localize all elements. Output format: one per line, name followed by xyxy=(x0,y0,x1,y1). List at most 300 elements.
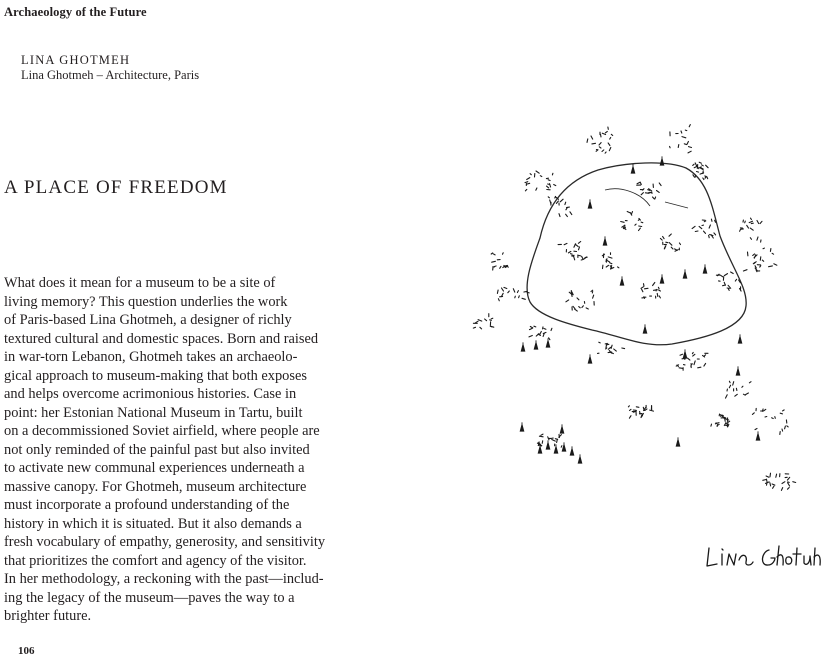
tree-stroke xyxy=(628,406,629,407)
tree-stroke xyxy=(480,327,482,329)
tree-stroke xyxy=(639,226,642,227)
tree-stroke xyxy=(478,320,482,322)
body-line: that prioritizes the comfort and agency of the visitor. xyxy=(4,552,307,569)
tree-stroke xyxy=(788,482,790,483)
tree-stroke xyxy=(599,147,601,148)
tree-stroke xyxy=(684,144,687,145)
person-figure xyxy=(560,425,563,433)
person-figure xyxy=(643,325,646,333)
author-block xyxy=(21,53,199,83)
tree-stroke xyxy=(699,162,701,163)
tree-stroke xyxy=(541,434,543,435)
tree-stroke xyxy=(621,222,624,223)
tree-stroke xyxy=(551,328,552,330)
tree-stroke xyxy=(640,182,641,184)
tree-stroke xyxy=(561,446,562,448)
tree-stroke xyxy=(611,134,612,135)
tree-stroke xyxy=(527,183,530,184)
tree-stroke xyxy=(556,201,558,203)
body-line: in war-torn Lebanon, Ghotmeh takes an archaeolo- xyxy=(4,349,298,365)
tree-stroke xyxy=(660,238,662,240)
tree-stroke xyxy=(530,328,533,329)
body-line: In her methodology, a reckoning with the past—includ- xyxy=(4,571,324,587)
body-line: ing the legacy of the museum—paves the way to a xyxy=(4,589,295,606)
tree-stroke xyxy=(547,186,549,188)
tree-stroke xyxy=(610,138,611,140)
tree-stroke xyxy=(689,125,690,127)
tree-stroke xyxy=(751,218,752,219)
tree-stroke xyxy=(711,219,712,221)
tree-stroke xyxy=(548,197,549,198)
tree-stroke xyxy=(536,188,537,190)
tree-stroke xyxy=(599,143,601,145)
tree-stroke xyxy=(766,476,769,477)
tree-stroke xyxy=(773,486,774,488)
tree-stroke xyxy=(524,291,527,292)
tree-stroke xyxy=(659,290,661,291)
tree-stroke xyxy=(548,184,550,185)
tree-stroke xyxy=(536,171,539,173)
tree-stroke xyxy=(591,136,593,139)
tree-stroke xyxy=(702,165,704,166)
person-figure xyxy=(738,335,741,343)
tree-stroke xyxy=(752,413,754,415)
tree-stroke xyxy=(694,361,695,365)
person-figure xyxy=(570,447,573,455)
tree-stroke xyxy=(762,409,763,411)
body-line: point: her Estonian National Museum in Tartu, built xyxy=(4,404,303,421)
tree-stroke xyxy=(736,388,737,390)
tree-stroke xyxy=(707,177,708,179)
page-number: 106 xyxy=(18,645,35,657)
tree-stroke xyxy=(687,142,688,145)
tree-stroke xyxy=(637,182,640,184)
tree-stroke xyxy=(681,131,682,133)
person-figure xyxy=(683,350,686,358)
person-figure xyxy=(631,165,634,173)
canopy-outline xyxy=(527,163,746,345)
tree-stroke xyxy=(697,172,699,173)
tree-stroke xyxy=(614,349,617,351)
tree-stroke xyxy=(582,306,584,308)
tree-stroke xyxy=(608,257,612,258)
tree-stroke xyxy=(760,266,761,267)
tree-stroke xyxy=(762,260,763,261)
tree-stroke xyxy=(571,254,573,255)
tree-stroke xyxy=(787,426,788,427)
tree-stroke xyxy=(567,207,570,208)
tree-stroke xyxy=(709,225,710,228)
tree-stroke xyxy=(657,191,660,193)
tree-stroke xyxy=(592,143,596,144)
tree-stroke xyxy=(491,318,493,319)
tree-stroke xyxy=(750,238,751,240)
tree-stroke xyxy=(728,289,729,290)
tree-stroke xyxy=(729,385,730,388)
tree-stroke xyxy=(763,248,764,249)
tree-stroke xyxy=(694,166,697,168)
tree-stroke xyxy=(577,298,579,300)
tree-stroke xyxy=(659,296,660,298)
tree-stroke xyxy=(644,284,645,287)
tree-stroke xyxy=(757,221,759,224)
canopy-inner-line xyxy=(605,189,650,206)
tree-stroke xyxy=(772,253,774,254)
body-line: on a decommissioned Soviet airfield, where people are xyxy=(4,423,320,439)
tree-stroke xyxy=(622,348,625,349)
tree-stroke xyxy=(579,247,580,250)
tree-stroke xyxy=(544,329,546,330)
tree-stroke xyxy=(554,185,556,186)
tree-stroke xyxy=(760,221,762,223)
tree-stroke xyxy=(785,426,786,429)
tree-stroke xyxy=(711,424,712,426)
tree-stroke xyxy=(606,348,607,349)
tree-stroke xyxy=(682,137,686,138)
tree-stroke xyxy=(648,190,650,191)
body-line: of Paris-based Lina Ghotmeh, a designer of richly xyxy=(4,312,292,328)
tree-stroke xyxy=(522,298,525,299)
tree-stroke xyxy=(745,221,746,223)
tree-stroke xyxy=(502,288,504,291)
tree-stroke xyxy=(783,410,785,411)
tree-stroke xyxy=(490,320,492,321)
tree-stroke xyxy=(564,243,567,244)
tree-stroke xyxy=(724,274,727,276)
tree-stroke xyxy=(629,416,631,419)
tree-stroke xyxy=(525,182,528,183)
tree-stroke xyxy=(534,326,536,327)
tree-stroke xyxy=(695,231,698,232)
tree-stroke xyxy=(490,326,494,327)
tree-stroke xyxy=(497,290,498,293)
tree-stroke xyxy=(476,321,479,323)
tree-stroke xyxy=(760,257,761,260)
person-figure xyxy=(660,275,663,283)
tree-stroke xyxy=(566,300,569,302)
tree-stroke xyxy=(776,474,777,477)
tree-stroke xyxy=(513,289,515,292)
tree-stroke xyxy=(605,132,607,133)
tree-stroke xyxy=(608,347,610,349)
person-figure xyxy=(534,341,537,349)
tree-stroke xyxy=(555,196,556,198)
tree-stroke xyxy=(664,247,665,249)
tree-stroke xyxy=(560,199,563,202)
tree-stroke xyxy=(757,237,758,240)
tree-stroke xyxy=(641,222,643,223)
tree-stroke xyxy=(765,417,767,418)
tree-stroke xyxy=(770,473,771,477)
tree-stroke xyxy=(515,296,516,298)
tree-stroke xyxy=(770,249,771,252)
tree-stroke xyxy=(726,419,729,420)
body-line: history in which it is situated. But it also demands a xyxy=(4,515,302,532)
tree-stroke xyxy=(610,352,613,354)
tree-stroke xyxy=(753,254,755,256)
body-line: gical approach to museum-making that both exposes xyxy=(4,367,307,384)
tree-stroke xyxy=(498,299,499,301)
tree-stroke xyxy=(548,180,550,181)
tree-stroke xyxy=(599,342,600,343)
tree-stroke xyxy=(618,267,619,268)
person-figure xyxy=(683,270,686,278)
person-figure xyxy=(588,355,591,363)
tree-stroke xyxy=(678,145,679,148)
tree-stroke xyxy=(735,279,736,281)
tree-stroke xyxy=(782,482,785,484)
tree-stroke xyxy=(525,189,526,191)
tree-stroke xyxy=(704,221,706,222)
tree-stroke xyxy=(733,382,734,385)
person-figure xyxy=(520,423,523,431)
tree-stroke xyxy=(539,436,543,437)
tree-stroke xyxy=(607,344,609,345)
tree-stroke xyxy=(540,176,542,177)
tree-stroke xyxy=(754,262,756,264)
tree-stroke xyxy=(658,287,659,288)
tree-stroke xyxy=(491,253,493,254)
person-figure xyxy=(546,339,549,347)
tree-stroke xyxy=(611,345,612,348)
tree-stroke xyxy=(639,228,641,231)
tree-stroke xyxy=(688,358,690,360)
tree-stroke xyxy=(714,233,716,235)
tree-stroke xyxy=(485,319,487,321)
tree-stroke xyxy=(726,395,728,398)
person-figure xyxy=(703,265,706,273)
tree-stroke xyxy=(772,418,774,419)
tree-stroke xyxy=(780,413,782,414)
tree-stroke xyxy=(635,224,636,225)
sketch-illustration xyxy=(440,110,829,510)
tree-stroke xyxy=(693,354,695,356)
tree-stroke xyxy=(630,409,632,410)
tree-stroke xyxy=(542,441,543,444)
tree-stroke xyxy=(721,275,723,276)
tree-stroke xyxy=(743,394,745,395)
tree-stroke xyxy=(693,175,695,177)
signature xyxy=(703,538,829,578)
body-line: not only reminded of the painful past but also invited xyxy=(4,441,310,458)
tree-stroke xyxy=(709,235,710,237)
tree-stroke xyxy=(640,411,641,414)
tree-stroke xyxy=(587,139,588,143)
tree-stroke xyxy=(772,484,775,485)
tree-stroke xyxy=(699,226,702,228)
person-figure xyxy=(660,157,663,165)
tree-stroke xyxy=(607,260,610,262)
tree-stroke xyxy=(679,243,680,245)
author-affiliation: Lina Ghotmeh – Architecture, Paris xyxy=(21,68,200,82)
person-figure xyxy=(676,438,679,446)
person-figure xyxy=(756,432,759,440)
person-figure xyxy=(562,443,565,451)
tree-stroke xyxy=(492,261,496,262)
tree-stroke xyxy=(593,295,594,298)
tree-stroke xyxy=(540,332,542,335)
tree-stroke xyxy=(692,352,693,353)
tree-stroke xyxy=(698,367,701,368)
person-figure xyxy=(546,441,549,449)
tree-stroke xyxy=(586,308,588,309)
tree-stroke xyxy=(608,143,610,146)
tree-stroke xyxy=(666,242,668,243)
tree-stroke xyxy=(767,482,768,485)
running-head: Archaeology of the Future xyxy=(4,5,147,19)
tree-stroke xyxy=(689,147,692,148)
tree-stroke xyxy=(788,488,790,490)
tree-stroke xyxy=(788,483,790,486)
tree-stroke xyxy=(659,183,661,186)
tree-stroke xyxy=(671,247,673,249)
tree-stroke xyxy=(747,225,749,228)
tree-stroke xyxy=(638,219,639,220)
tree-stroke xyxy=(602,133,605,134)
tree-stroke xyxy=(669,234,671,236)
tree-stroke xyxy=(530,174,531,175)
article-body xyxy=(4,274,364,626)
tree-stroke xyxy=(750,228,753,230)
tree-stroke xyxy=(609,148,611,151)
body-line: brighter future. xyxy=(4,608,92,624)
article-title: A PLACE OF FREEDOM xyxy=(4,177,228,198)
tree-stroke xyxy=(473,327,475,328)
tree-stroke xyxy=(740,229,741,231)
tree-stroke xyxy=(568,251,571,253)
tree-stroke xyxy=(596,150,597,151)
tree-stroke xyxy=(703,178,704,180)
tree-stroke xyxy=(552,440,556,442)
tree-stroke xyxy=(549,338,550,340)
tree-stroke xyxy=(552,173,553,175)
tree-stroke xyxy=(565,202,566,204)
tree-stroke xyxy=(775,417,776,419)
tree-stroke xyxy=(691,365,692,367)
tree-stroke xyxy=(517,291,518,293)
tree-stroke xyxy=(770,483,771,486)
tree-stroke xyxy=(723,285,726,286)
tree-stroke xyxy=(582,256,584,259)
body-line: living memory? This question underlies the work xyxy=(4,293,288,310)
tree-stroke xyxy=(746,393,749,395)
tree-stroke xyxy=(605,152,606,153)
body-line: What does it mean for a museum to be a site of xyxy=(4,275,276,291)
person-figure xyxy=(521,343,524,351)
tree-stroke xyxy=(636,407,639,408)
tree-stroke xyxy=(559,214,560,217)
tree-stroke xyxy=(793,482,796,483)
person-figure xyxy=(620,277,623,285)
tree-stroke xyxy=(764,409,766,411)
tree-stroke xyxy=(706,165,709,168)
tree-stroke xyxy=(654,290,658,291)
person-figure xyxy=(578,455,581,463)
tree-stroke xyxy=(578,242,580,244)
tree-stroke xyxy=(605,343,607,344)
tree-stroke xyxy=(774,264,777,265)
tree-stroke xyxy=(763,479,767,480)
body-line: textured cultural and domestic spaces. Born and raised xyxy=(4,330,319,347)
tree-stroke xyxy=(493,254,495,255)
tree-stroke xyxy=(550,200,551,204)
tree-stroke xyxy=(688,151,691,153)
tree-stroke xyxy=(742,386,743,387)
tree-stroke xyxy=(503,253,504,254)
tree-stroke xyxy=(679,368,683,369)
tree-stroke xyxy=(653,283,655,286)
tree-stroke xyxy=(645,288,649,289)
tree-stroke xyxy=(685,130,687,131)
author-name: LINA GHOTMEH xyxy=(21,53,131,67)
person-figure xyxy=(736,367,739,375)
canopy-inner-line xyxy=(665,202,688,208)
body-line: fresh vocabulary of empathy, generosity, and sensitivity xyxy=(4,534,326,550)
tree-stroke xyxy=(574,244,576,248)
tree-stroke xyxy=(735,394,738,396)
tree-stroke xyxy=(557,440,558,443)
tree-stroke xyxy=(755,429,757,430)
tree-stroke xyxy=(527,292,529,293)
tree-stroke xyxy=(641,287,643,289)
tree-stroke xyxy=(641,193,643,195)
tree-stroke xyxy=(610,263,612,264)
tree-stroke xyxy=(749,221,752,222)
tree-stroke xyxy=(500,266,501,268)
tree-stroke xyxy=(602,150,604,152)
body-line: to activate new communal experiences underneath a xyxy=(4,460,305,476)
tree-stroke xyxy=(670,146,671,147)
tree-stroke xyxy=(655,197,656,199)
tree-stroke xyxy=(731,272,734,274)
tree-stroke xyxy=(693,164,694,165)
tree-stroke xyxy=(669,243,672,246)
tree-stroke xyxy=(508,291,510,293)
tree-stroke xyxy=(527,178,530,180)
tree-stroke xyxy=(729,381,730,383)
tree-stroke xyxy=(692,226,695,228)
tree-stroke xyxy=(743,270,747,271)
tree-stroke xyxy=(680,354,683,355)
person-figure xyxy=(588,200,591,208)
tree-stroke xyxy=(601,134,602,137)
tree-stroke xyxy=(579,307,581,308)
tree-stroke xyxy=(574,256,575,260)
tree-stroke xyxy=(704,231,706,233)
tree-stroke xyxy=(606,265,608,267)
tree-stroke xyxy=(627,212,630,213)
tree-stroke xyxy=(573,306,575,308)
tree-stroke xyxy=(749,382,751,383)
body-line: massive canopy. For Ghotmeh, museum architecture xyxy=(4,478,307,495)
tree-stroke xyxy=(657,293,658,296)
tree-stroke xyxy=(704,363,706,366)
person-figure xyxy=(603,237,606,245)
body-line: and helps overcome acrimonious histories. Case in xyxy=(4,386,297,402)
tree-stroke xyxy=(653,197,655,199)
sketch-marks xyxy=(473,125,795,491)
tree-stroke xyxy=(529,336,532,337)
tree-stroke xyxy=(663,236,665,238)
tree-stroke xyxy=(787,477,789,480)
tree-stroke xyxy=(575,309,578,311)
tree-stroke xyxy=(519,296,520,298)
tree-stroke xyxy=(781,488,782,491)
tree-stroke xyxy=(570,212,572,215)
tree-stroke xyxy=(782,429,783,431)
tree-stroke xyxy=(769,266,773,267)
tree-stroke xyxy=(566,214,568,216)
